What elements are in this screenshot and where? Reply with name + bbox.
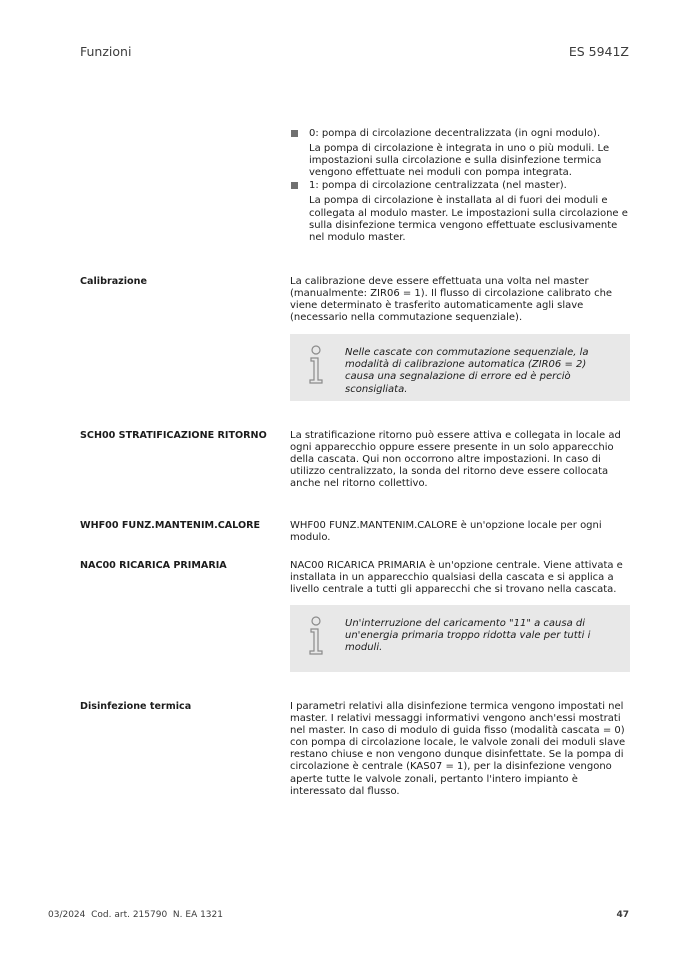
note-text: Un'interruzione del caricamento "11" a causa di un'energia primaria troppo ridotta vale per tutti i moduli.: [345, 618, 591, 654]
footer-date: 03/2024: [48, 910, 86, 920]
text-calibrazione: [290, 276, 630, 324]
list-item: [290, 180, 630, 192]
paragraph: I parametri relativi alla disinfezione termica vengono impostati nel master. I relativi messaggi informativi vengono anch'essi mostrati nel master. In caso di modulo di guida fisso (modalità cascata = 0) con pompa di circolazione locale, le valvole zonali dei moduli slave restano chiuse e non vengono dunque disinfettate. Se la pompa di circolazione è centrale (KAS07 = 1), per la disinfezione vengono aperte tutte le valvole zonali, pertanto l'intero impianto è interessato dal flusso.: [290, 701, 626, 797]
label-sch00: SCH00 STRATIFICAZIONE RITORNO: [80, 430, 267, 441]
paragraph: NAC00 RICARICA PRIMARIA è un'opzione centrale. Viene attivata e installata in un apparecchio qualsiasi della cascata e si applica a livello centrale a tutti gli apparecchi che si trovano nella cascata.: [290, 560, 623, 596]
bullet-description: La pompa di circolazione è integrata in uno o più moduli. Le impostazioni sulla circolazione e sulla disinfezione termica vengono effettuate nei moduli con pompa integrata.: [309, 143, 610, 179]
bullet-title: 0: pompa di circolazione decentralizzata (in ogni modulo).: [309, 128, 601, 139]
info-note: [290, 334, 630, 401]
text-disinfezione: [290, 701, 630, 798]
list-item: [290, 128, 630, 140]
note-text: Nelle cascate con commutazione sequenziale, la modalità di calibrazione automatica (ZIR06 = 2) causa una segnalazione di errore ed è perciò sconsigliata.: [345, 347, 589, 395]
paragraph: WHF00 FUNZ.MANTENIM.CALORE è un'opzione locale per ogni modulo.: [290, 520, 602, 544]
label-nac00: NAC00 RICARICA PRIMARIA: [80, 560, 227, 571]
header-section-title: Funzioni: [80, 44, 132, 59]
header-model: ES 5941Z: [568, 44, 629, 59]
text-sch00: [290, 430, 630, 490]
bullet-square-icon: [291, 130, 298, 137]
paragraph: La stratificazione ritorno può essere attiva e collegata in locale ad ogni apparecchio oppure essere presente in un solo apparecchio della cascata. Qui non occorrono altre impostazioni. In caso di utilizzo centralizzato, la sonda del ritorno deve essere collocata anche nel ritorno collettivo.: [290, 430, 621, 490]
text-nac00: [290, 560, 630, 596]
paragraph: La calibrazione deve essere effettuata una volta nel master (manualmente: ZIR06 = 1). Il flusso di circolazione calibrato che viene determinato è trasferito automaticamente agli slave (necessario nella commutazione sequenziale).: [290, 276, 613, 324]
footer-ea: N. EA 1321: [172, 910, 223, 920]
label-whf00: WHF00 FUNZ.MANTENIM.CALORE: [80, 520, 261, 531]
info-note: [290, 605, 630, 672]
bullet-title: 1: pompa di circolazione centralizzata (nel master).: [309, 180, 567, 192]
label-calibrazione: Calibrazione: [80, 276, 147, 287]
bullet-square-icon: [291, 182, 298, 189]
footer-code: Cod. art. 215790: [91, 910, 168, 920]
info-icon: [305, 345, 327, 385]
footer-info: [48, 910, 223, 920]
bullet-description: La pompa di circolazione è installata al di fuori dei moduli e collegata al modulo master. Le impostazioni sulla circolazione e sulla disinfezione termica vengono effettuate esclusivamente nel modulo master.: [309, 195, 628, 243]
page-number: 47: [616, 910, 629, 920]
text-whf00: [290, 520, 630, 544]
bullet-list: [290, 128, 630, 244]
info-icon: [305, 616, 327, 656]
label-disinfezione: Disinfezione termica: [80, 701, 192, 712]
